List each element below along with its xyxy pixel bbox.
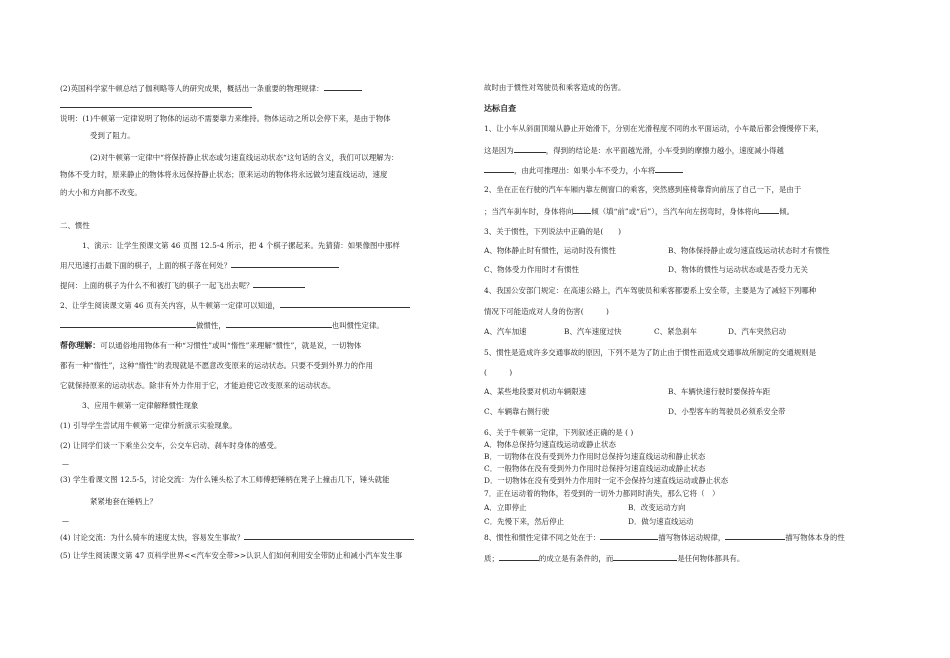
answer-blank[interactable] [725, 532, 785, 540]
explain-1: 说明：(1)牛顿第一定律说明了物体的运动不需要靠力来维持。物体运动之所以会停下来，是由于物体 [60, 114, 391, 123]
tip-a: 帮你理解：可以通俗地用物体有一种“习惯性”或叫“惰性”来理解“惯性”，就是说，一切物体 [60, 341, 362, 350]
right-column [484, 0, 900, 658]
q3-option-c[interactable]: C、物体受力作用时才有惯性 [484, 265, 579, 274]
apply-5: (5) 让学生阅读课文第 47 页科学世界<<汽车安全带>>认识人们如何利用安全带防止和减小汽车发生事 [60, 551, 403, 560]
explain-2a: (2)对牛顿第一定律中“将保持静止状态或匀速直线运动状态“这句话的含义，我们可以理解为： [90, 153, 399, 162]
apply-3b: 紧紧地套在锤柄上？ [90, 497, 157, 506]
apply-3a: (3) 学生看课文图 12.5-5，讨论交流：为什么锤头松了木工师傅把锤柄在凳子上撞击几下，锤头就能 [60, 475, 390, 484]
tip-b: 都有一种“惰性”，这种“惰性”的表现就是不愿意改变原来的运动状态。只要不受到外界力的作用 [60, 361, 373, 370]
q4-option-b[interactable]: B、汽车速度过快 [564, 327, 622, 336]
q5-option-c[interactable]: C、车辆靠右侧行驶 [484, 407, 550, 416]
answer-blank[interactable] [280, 300, 410, 308]
explain-1b: 受到了阻力。 [90, 131, 135, 140]
q7-option-a[interactable]: A．立即停止 [484, 503, 527, 512]
answer-blank[interactable] [600, 532, 658, 540]
section-heading-inertia: 二、惯性 [60, 221, 90, 230]
q5-b: ( ) [484, 368, 513, 377]
answer-blank[interactable] [613, 553, 677, 561]
explain-2c: 的大小和方向都不改变。 [60, 188, 142, 197]
tip-label: 帮你理解： [60, 341, 101, 350]
read-b: 做惯性， 也叫惯性定律。 [60, 320, 384, 330]
q3: 3、关于惯性，下列说法中正确的是( ) [484, 227, 622, 236]
q5-option-a[interactable]: A、某些地段要对机动车辆限速 [484, 387, 587, 396]
q4-option-d[interactable]: D、汽车突然启动 [728, 327, 787, 336]
section-title: 达标自查 [484, 104, 517, 113]
q8-b: 质； 的成立是有条件的，而 是任何物体都具有。 [484, 554, 745, 563]
answer-blank[interactable] [484, 165, 514, 173]
apply-2: (2) 让同学们谈一下乘坐公交车，公交车启动、刹车时身体的感受。 [60, 441, 282, 450]
q7-option-d[interactable]: D．做匀速直线运动 [628, 517, 694, 526]
tip-c: 它就保持原来的运动状态。除非有外力作用于它，才能迫使它改变原来的运动状态。 [60, 381, 336, 390]
apply-1: (1) 引导学生尝试用牛顿第一定律分析演示实验现象。 [60, 421, 237, 430]
demo-b: 用尺迅速打击最下面的棋子，上面的棋子落在何处？ [60, 260, 339, 270]
answer-blank[interactable] [573, 206, 591, 214]
q6: 6、关于牛顿第一定律，下列叙述正确的是 ( ) [484, 428, 634, 437]
q5-a: 5、惯性是造成许多交通事故的原因，下列不是为了防止由于惯性而造成交通事故所制定的交通规则是 [484, 348, 817, 357]
q1-c: ，由此可推理出：如果小车不受力，小车将 [484, 165, 683, 175]
q6-option-a[interactable]: A．物体总保持匀速直线运动或静止状态 [484, 440, 616, 449]
answer-blank[interactable] [253, 280, 305, 288]
demo-a: 1、演示：让学生预课文第 46 页图 12.5-4 所示，把 4 个棋子摞起来。先猜猜：如果像图中那样 [82, 241, 400, 250]
q1-a: 1、让小车从斜面顶端从静止开始滑下，分别在光滑程度不同的水平面运动，小车最后都会慢慢停下来， [484, 124, 824, 133]
q5-option-d[interactable]: D、小型客车的驾驶员必须系安全带 [668, 407, 786, 416]
answer-blank[interactable] [226, 320, 332, 328]
q4-b: 情况下可能造成对人身的伤害( ) [484, 307, 609, 316]
q7-option-b[interactable]: B．改变运动方向 [628, 503, 686, 512]
answer-blank[interactable] [499, 553, 539, 561]
q2-b: ；当汽车刹车时，身体将向 倾（填“前”或“后”），当汽车向左拐弯时，身体将向 倾。 [484, 207, 795, 216]
q2-line: (2)英国科学家牛顿总结了伽利略等人的研究成果，概括出一条重要的物理规律： [60, 83, 362, 93]
left-column [60, 0, 480, 658]
answer-dash[interactable]: — [62, 460, 69, 468]
apply-4: (4) 讨论交流：为什么骑车的速度太快，容易发生事故？ [60, 532, 414, 542]
answer-blank[interactable] [514, 145, 546, 153]
q3-option-a[interactable]: A、物体静止时有惯性，运动时没有惯性 [484, 246, 616, 255]
q3-option-d[interactable]: D、物体的惯性与运动状态或是否受力无关 [668, 265, 808, 274]
answer-blank[interactable] [60, 320, 196, 328]
q3-option-b[interactable]: B、物体保持静止或匀速直线运动状态时才有惯性 [668, 246, 830, 255]
answer-blank[interactable] [231, 260, 339, 268]
answer-blank[interactable] [244, 532, 414, 540]
ask-line: 提问：上面的棋子为什么不和被打飞的棋子一起飞出去呢？ [60, 280, 305, 290]
q1-b: 这是因为 ，得到的结论是：水平面越光滑，小车受到的摩擦力越小，速度减小得越 [484, 146, 784, 155]
continuation: 故时由于惯性对驾驶员和乘客造成的伤害。 [484, 83, 626, 92]
apply-heading: 3、应用牛顿第一定律解释惯性现象 [82, 401, 199, 410]
q6-option-d[interactable]: D．一切物体在没有受到外力作用时一定不会保持匀速直线运动或静止状态 [484, 476, 729, 485]
answer-line[interactable] [60, 107, 252, 108]
q4-a: 4、我国公安部门规定：在高速公路上，汽车驾驶员和乘客都要系上安全带，主要是为了减轻下列哪种 [484, 286, 817, 295]
q6-option-b[interactable]: B．一切物体在没有受到外力作用时总保持匀速直线运动和静止状态 [484, 452, 706, 461]
q4-option-a[interactable]: A、汽车加速 [484, 327, 527, 336]
q4-option-c[interactable]: C、紧急刹车 [654, 327, 697, 336]
explain-2b: 物体不受力时，原来静止的物体将永远保持静止状态；原来运动的物体将永远做匀速直线运动，速度 [60, 170, 388, 179]
q5-option-b[interactable]: B、车辆快速行驶时要保持车距 [668, 387, 771, 396]
q6-option-c[interactable]: C．一般物体在没有受到外力作用时总保持匀速直线运动或静止状态 [484, 464, 706, 473]
q7: 7．正在运动着的物体，若受到的一切外力都同时消失，那么它将（ ） [484, 489, 720, 498]
read-a: 2、让学生阅读课文第 46 页有关内容，从牛顿第一定律可以知道， [60, 300, 410, 310]
q7-option-c[interactable]: C．先慢下来，然后停止 [484, 517, 565, 526]
q2-a: 2、坐在正在行驶的汽车车厢内靠左侧窗口的乘客，突然感到座椅靠背向前压了自己一下，是由于 [484, 185, 802, 194]
answer-blank[interactable] [324, 83, 362, 91]
answer-dash[interactable]: — [62, 517, 69, 525]
answer-blank[interactable] [655, 165, 683, 173]
answer-blank[interactable] [759, 206, 779, 214]
q8-a: 8、惯性和惯性定律不同之处在于： 描写物体运动规律， 描写物体本身的性 [484, 533, 845, 542]
